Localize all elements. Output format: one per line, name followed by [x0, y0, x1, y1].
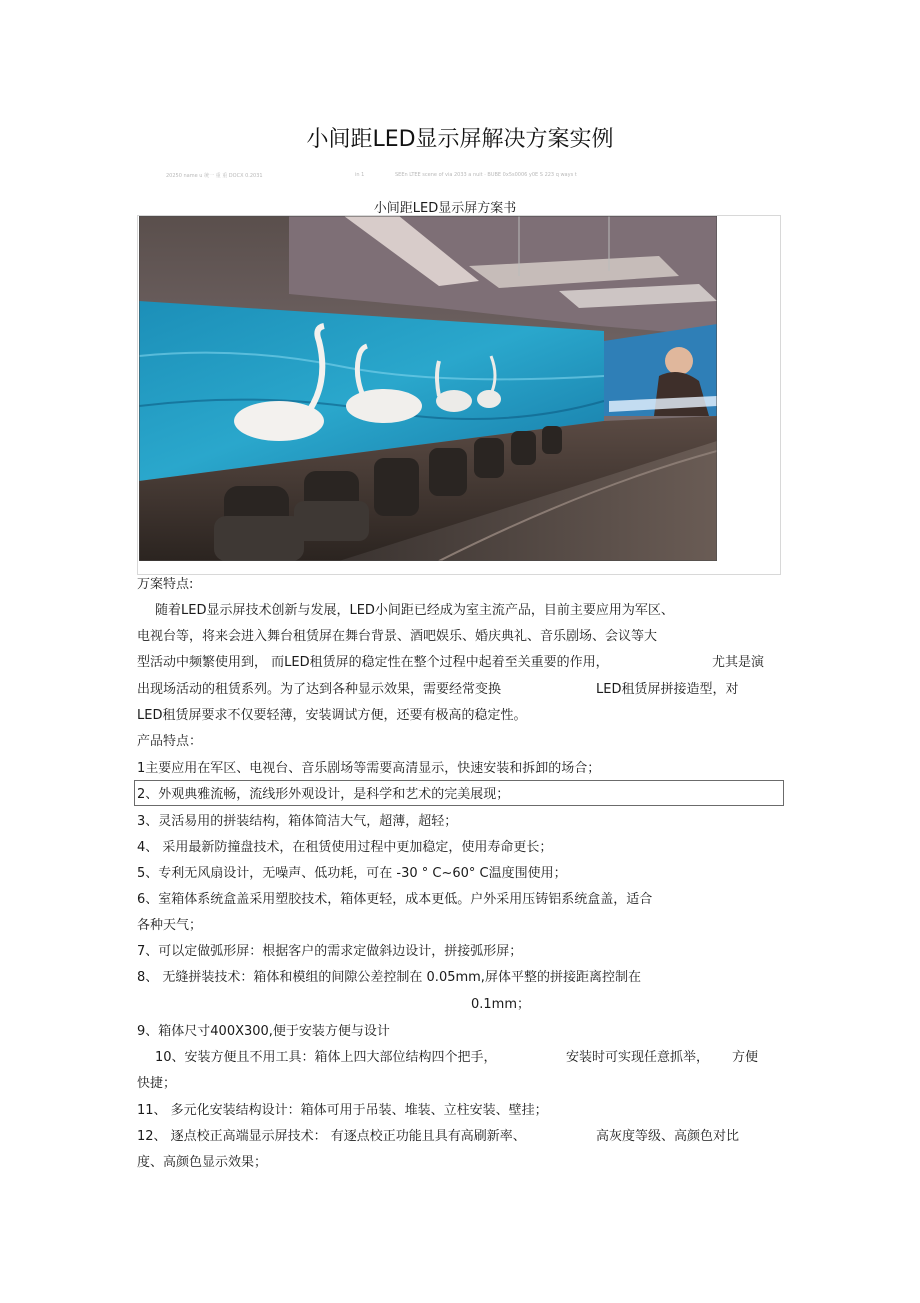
faint-header-mid: in 1	[355, 172, 365, 178]
list-item-part: 高灰度等级、高颜色对比	[596, 1129, 740, 1144]
list-item: 4、 采用最新防撞盘技术，在租赁使用过程中更加稳定，使用寿命更长；	[137, 840, 553, 855]
list-item: 3、灵活易用的拼装结构，箱体简洁大气，超薄，超轻；	[137, 814, 458, 829]
list-item: 2、外观典雅流畅，流线形外观设计，是科学和艺术的完美展现；	[137, 787, 510, 802]
list-item: 6、室箱体系统盒盖采用塑胶技术，箱体更轻，成本更低。户外采用压铸铝系统盒盖，适合	[137, 892, 653, 907]
list-item: 8、 无缝拼装技术：箱体和模组的间隙公差控制在 0.05mm,屏体平整的拼接距离控制在	[137, 970, 641, 985]
list-item-continuation: 快捷；	[137, 1076, 177, 1091]
document-subtitle: 小间距LED显示屏方案书	[373, 201, 517, 216]
paragraph-line: 型活动中频繁使用到， 而LED租赁屏的稳定性在整个过程中起着至关重要的作用，	[137, 655, 609, 670]
paragraph-line: 随着LED显示屏技术创新与发展，LED小间距已经成为室主流产品，目前主要应用为军区、	[155, 603, 674, 618]
paragraph-line-tail: 尤其是演	[712, 655, 765, 670]
list-item: 10、安装方便且不用工具：箱体上四大部位结构四个把手，	[155, 1050, 497, 1065]
document-title: 小间距LED显示屏解决方案实例	[306, 127, 614, 152]
section2-heading: 产品特点：	[137, 734, 203, 749]
list-item: 11、 多元化安装结构设计：箱体可用于吊装、堆装、立柱安装、壁挂；	[137, 1103, 548, 1118]
paragraph-line: 出现场活动的租赁系列。为了达到各种显示效果，需要经常变换	[137, 682, 502, 697]
list-item-continuation: 0.1mm；	[471, 997, 531, 1012]
list-item-continuation: 各种天气；	[137, 918, 203, 933]
conference-room-photo	[139, 216, 717, 561]
paragraph-line: LED租赁屏要求不仅要轻薄，安装调试方便，还要有极高的稳定性。	[137, 708, 527, 723]
list-item: 5、专利无风扇设计，无噪声、低功耗，可在 -30 ° C~60° C温度围使用；	[137, 866, 567, 881]
list-item: 9、箱体尺寸400X300,便于安装方便与设计	[137, 1024, 390, 1039]
faint-header-right: SEEn LTEE scene of via 2033 a nuit · BUBE 0x5s0006 y0E S 223 q ways t	[395, 172, 577, 178]
list-item-part: 安装时可实现任意抓举，	[566, 1050, 710, 1065]
list-item: 7、可以定做弧形屏：根据客户的需求定做斜边设计，拼接弧形屏；	[137, 944, 523, 959]
list-item: 1主要应用在军区、电视台、音乐剧场等需要高清显示，快速安装和拆卸的场合；	[137, 761, 601, 776]
faint-header-left: 20250 name u 统一 重 重 DOCX 0.2031	[166, 173, 263, 179]
paragraph-line: 电视台等，将来会进入舞台租赁屏在舞台背景、酒吧娱乐、婚庆典礼、音乐剧场、会议等大	[137, 629, 658, 644]
list-item-continuation: 度、高颜色显示效果；	[137, 1155, 268, 1170]
section1-heading: 万案特点:	[137, 577, 194, 592]
list-item-part: 方便	[732, 1050, 759, 1065]
paragraph-line-tail: LED租赁屏拼接造型，对	[596, 682, 739, 697]
list-item: 12、 逐点校正高端显示屏技术： 有逐点校正功能且具有高刷新率、	[137, 1129, 526, 1144]
